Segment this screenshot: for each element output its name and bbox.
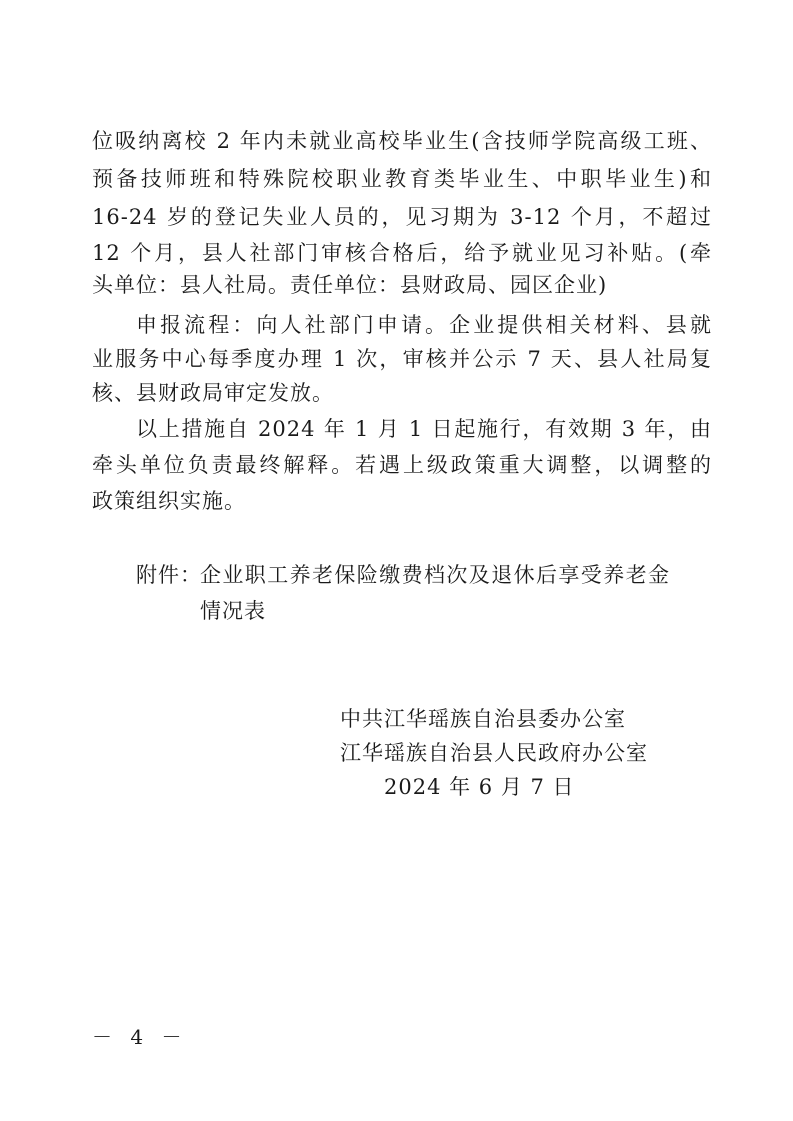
attachment-title-line: 情况表: [200, 599, 266, 623]
issuing-office-2: 江华瑶族自治县人民政府办公室: [340, 741, 648, 765]
body-line: 以上措施自 2024 年 1 月 1 日起施行，有效期 3 年，由: [136, 417, 712, 441]
attachment-title-line: 企业职工养老保险缴费档次及退休后享受养老金: [200, 563, 670, 587]
issuing-office-1: 中共江华瑶族自治县委办公室: [340, 707, 626, 731]
body-line: 12 个月，县人社部门审核合格后，给予就业见习补贴。(牵: [92, 241, 712, 265]
body-line: 预备技师班和特殊院校职业教育类毕业生、中职毕业生)和: [92, 167, 712, 191]
body-line: 位吸纳离校 2 年内未就业高校毕业生(含技师学院高级工班、: [92, 129, 712, 153]
body-line: 申报流程：向人社部门申请。企业提供相关材料、县就: [136, 313, 712, 337]
page-number: － 4 －: [92, 1025, 188, 1049]
body-line: 16-24 岁的登记失业人员的，见习期为 3-12 个月，不超过: [92, 205, 712, 229]
attachment-label: 附件：: [136, 563, 202, 587]
body-line: 核、县财政局审定发放。: [92, 381, 334, 405]
body-line: 政策组织实施。: [92, 489, 246, 513]
issue-date: 2024 年 6 月 7 日: [384, 775, 575, 799]
body-line: 头单位：县人社局。责任单位：县财政局、园区企业): [92, 273, 608, 297]
body-line: 牵头单位负责最终解释。若遇上级政策重大调整，以调整的: [92, 453, 712, 477]
body-line: 业服务中心每季度办理 1 次，审核并公示 7 天、县人社局复: [92, 347, 712, 371]
